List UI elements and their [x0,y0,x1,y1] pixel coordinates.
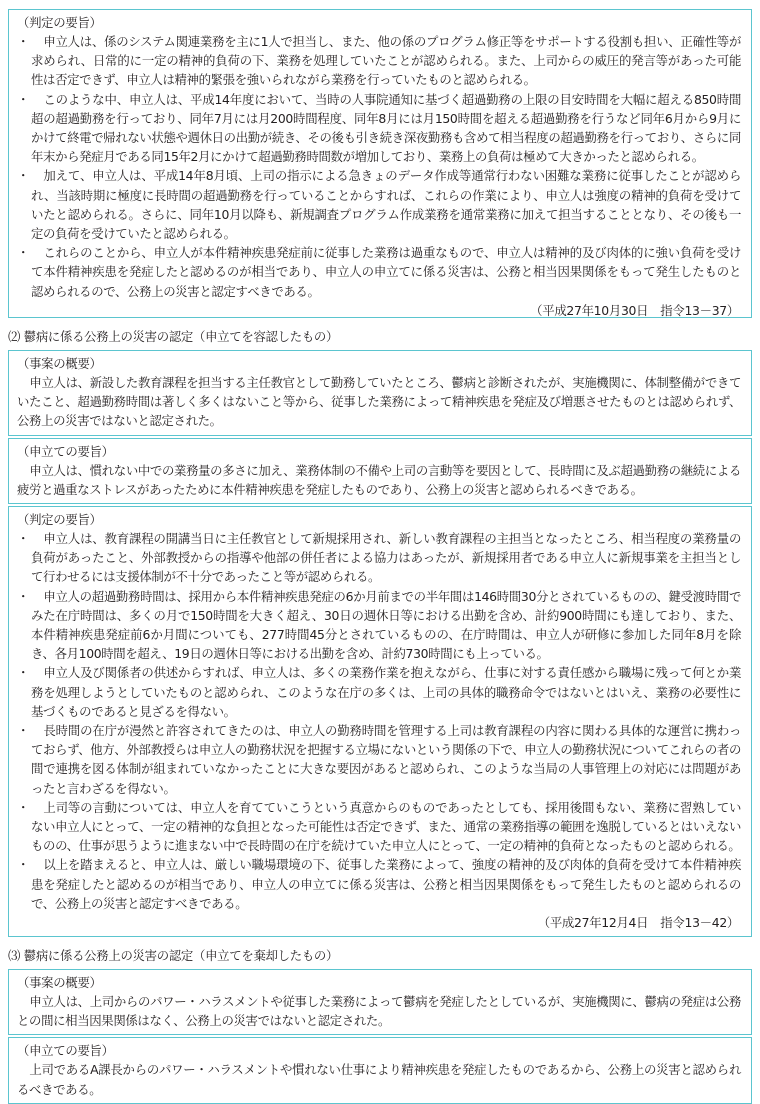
document-page [8,9,752,1104]
judgment-bullet: ・ このような中、申立人は、平成14年度において、当時の人事院通知に基づく超過勤務の上限の目安時間を大幅に超える850時間超の超過勤務を行っており、同年7月には月200時間程度、同年8月には月150時間を超える超過勤務を行うなど同年6月から9月にかけて終電で帰れない状態や週休日の出勤が続き、その後も引き続き深夜勤務も含めて相当程度の超過勤務を行っており、さらに同年末から発症月である同15年2月にかけて超過勤務時間数が増加しており、業務上の負荷は極めて大きかったと認められる。 [17,91,741,165]
judgment-bullet: ・ 申立人は、係のシステム関連業務を主に1人で担当し、また、他の係のプログラム修正等をサポートする役割も担い、正確性等が求められ、日常的に一定の精神的負荷の下、業務を処理していたことが認められる。また、上司からの威圧的発言等があった可能性は否定できず、申立人は精神的緊張を強いられながら業務を行っていたものと認められる。 [17,34,741,88]
case3-group [8,969,752,1104]
judgment-bullet-list [17,529,741,913]
case3-summary-box [8,969,752,1035]
bullet-dot-icon: ・ [17,588,30,604]
claim-text: 上司であるA課長からのパワー・ハラスメントや慣れない仕事により精神疾患を発症したものであるから、公務上の災害と認められるべきである。 [17,1062,741,1097]
case2-claim-box [8,438,752,504]
case3-heading: ⑶ 鬱病に係る公務上の災害の認定（申立てを棄却したもの） [8,948,339,964]
judgment-bullet: ・ 申立人及び関係者の供述からすれば、申立人は、多くの業務作業を抱えながら、仕事に対する責任感から職場に残って何とか業務を処理しようとしていたものと認められ、このような在庁の多くは、上司の具体的職務命令ではないとはいえ、業務の必要性に基づくものであると見ざるを得ない。 [17,665,741,719]
summary-title: （事案の概要） [17,356,102,371]
judgment-bullet: ・ 上司等の言動については、申立人を育てていこうという真意からのものであったとしても、採用後間もない、業務に習熟していない申立人にとって、一定の精神的な負担となった可能性は否定できず、また、通常の業務指導の範囲を逸脱しているとはいえないものの、仕事が思うように進まない中で長時間の在庁を続けていた申立人にとって、一定の精神的負荷となったものと認められる。 [17,799,741,854]
claim-text: 申立人は、慣れない中での業務量の多さに加え、業務体制の不備や上司の言動等を要因として、長時間に及ぶ超過勤務の継続による疲労と過重なストレスがあったために本件精神疾患を発症したものであり、公務上の災害と認められるべきである。 [17,462,741,497]
judgment-bullet: ・ これらのことから、申立人が本件精神疾患発症前に従事した業務は過重なもので、申立人は精神的及び肉体的に強い負荷を受けて本件精神疾患を発症したと認めるのが相当であり、申立人の申立てに係る災害は、公務と相当因果関係をもって発生したものと認められるので、公務上の災害と認定すべきである。 [17,245,741,299]
claim-title: （申立ての要旨） [17,1043,114,1059]
bullet-dot-icon: ・ [17,857,30,873]
summary-text: 申立人は、上司からのパワー・ハラスメントや従事した業務によって鬱病を発症したとしているが、実施機関に、鬱病の発症は公務との間に相当因果関係はなく、公務上の災害ではないと認定された。 [17,994,741,1029]
case2-judgment-box [8,506,752,937]
bullet-dot-icon: ・ [17,531,30,547]
decision-reference: （平成27年10月30日 指令13－37） [530,302,739,318]
case1-judgment-box [8,9,752,318]
bullet-dot-icon: ・ [17,665,30,681]
bullet-dot-icon: ・ [17,91,30,107]
summary-title: （事案の概要） [17,975,102,991]
bullet-dot-icon: ・ [17,245,30,261]
case3-claim-box [8,1037,752,1103]
judgment-bullet: ・ 申立人は、教育課程の開講当日に主任教官として新規採用され、新しい教育課程の主担当となったところ、相当程度の業務量の負荷があったこと、外部教授からの指導や他部の併任者による協力はあったが、新規採用者である申立人に新規事業を主担当として行わせるには支援体制が不十分であったこと等が認められる。 [17,531,741,585]
judgment-bullet: ・ 加えて、申立人は、平成14年8月頃、上司の指示による急きょのデータ作成等通常行わない困難な業務に従事したことが認められ、当該時期に極度に長時間の超過勤務を行っていることからすれば、これらの作業により、申立人は強度の精神的負荷を受けていたと認められる。さらに、同年10月以降も、新規調査プログラム作成業務を通常業務に加えて担当することとなり、その後も一定の負荷を受けていたと認められる。 [17,168,741,242]
bullet-dot-icon: ・ [17,723,30,739]
judgment-bullet: ・ 以上を踏まえると、申立人は、厳しい職場環境の下、従事した業務によって、強度の精神的及び肉体的負荷を受けて本件精神疾患を発症したと認めるのが相当であり、申立人の申立てに係る災害は、公務と相当因果関係をもって発生したものと認められるので、公務上の災害と認定すべきである。 [17,857,741,911]
summary-text: 申立人は、新設した教育課程を担当する主任教官として勤務していたところ、鬱病と診断されたが、実施機関に、体制整備ができていたこと、超過勤務時間は著しく多くはないこと等から、従事した業務によって精神疾患を発症及び増悪させたものとは認められず、公務上の災害ではないと認定された。 [17,375,741,429]
judgment-bullet-list [17,32,741,301]
case2-group [8,350,752,937]
case2-summary-box [8,350,752,436]
case2-heading: ⑵ 鬱病に係る公務上の災害の認定（申立てを容認したもの） [8,329,339,344]
bullet-dot-icon: ・ [17,799,30,815]
decision-reference: （平成27年12月4日 指令13－42） [537,915,739,931]
bullet-dot-icon: ・ [17,34,30,49]
judgment-bullet: ・ 長時間の在庁が漫然と許容されてきたのは、申立人の勤務時間を管理する上司は教育課程の内容に関わる具体的な運営に携わっておらず、他方、外部教授らは申立人の勤務状況を把握する立場にないという関係の下で、申立人の勤務状況についてこれらの者の間で連携を図る体制が組まれていなかったことに大きな要因があると認められ、このような当局の人事管理上の対応には問題があったと言わざるを得ない。 [17,723,741,796]
claim-title: （申立ての要旨） [17,443,114,459]
judgment-bullet: ・ 申立人の超過勤務時間は、採用から本件精神疾患発症の6か月前までの半年間は146時間30分とされているものの、鍵受渡時間でみた在庁時間は、多くの月で150時間を大きく超え、30日の週休日等における出勤を含め、計約900時間にも達しており、また、本件精神疾患発症前6か月間についても、277時間45分とされているものの、在庁時間は、申立人が研修に参加した同年8月を除き、各月100時間を超え、19日の週休日等における出勤を含め、計約730時間にも上っている。 [17,588,741,662]
bullet-dot-icon: ・ [17,168,30,184]
judgment-title: （判定の要旨） [17,15,102,30]
judgment-title: （判定の要旨） [17,512,102,528]
